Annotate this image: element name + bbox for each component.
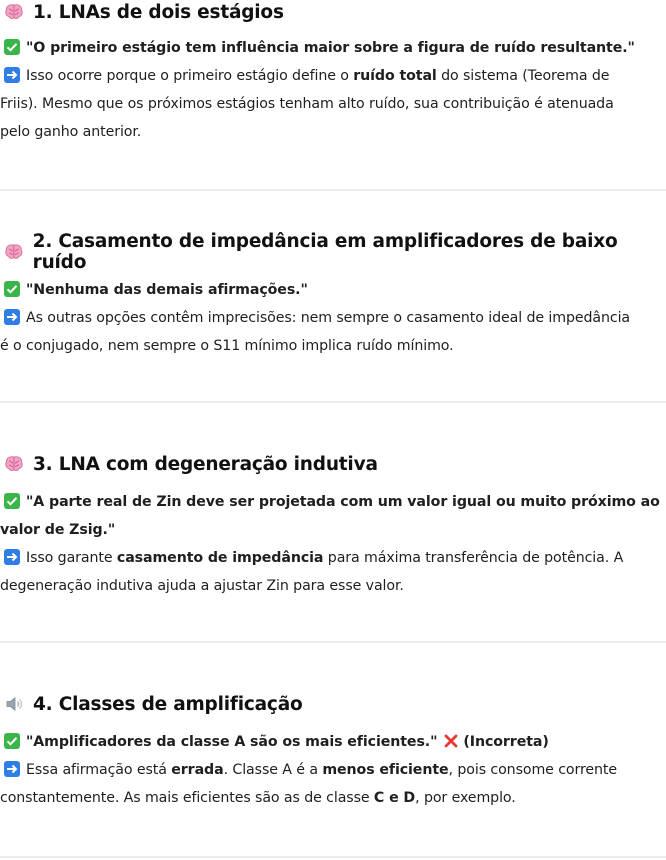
explanation-bold: C e D — [373, 790, 416, 806]
explanation-line: pelo ganho anterior. — [0, 124, 142, 140]
section-2 — [0, 231, 666, 354]
section-divider — [0, 189, 666, 191]
check-icon — [4, 733, 20, 749]
brain-icon — [4, 454, 24, 474]
section-1-title — [0, 0, 666, 24]
explanation-bold: menos eficiente — [322, 762, 449, 778]
answer-line — [0, 34, 635, 62]
check-icon — [4, 493, 20, 509]
explanation-bold: casamento de impedância — [116, 550, 324, 566]
cross-icon — [443, 733, 459, 749]
explanation-line — [0, 304, 630, 332]
arrow-right-icon — [4, 549, 20, 565]
answer-text: valor de Zsig." — [0, 522, 116, 538]
answer-line — [0, 728, 617, 756]
explanation-line — [0, 544, 660, 572]
brain-icon — [4, 2, 24, 22]
explanation-text: . Classe A é a — [223, 762, 323, 778]
explanation-line — [0, 756, 617, 784]
answer-text: "Nenhuma das demais afirmações." — [26, 282, 308, 298]
brain-icon — [4, 242, 24, 262]
answer-text: "A parte real de Zin deve ser projetada com um valor igual ou muito próximo ao — [26, 494, 660, 510]
section-4-title — [0, 692, 666, 716]
explanation-text: do sistema (Teorema de — [436, 68, 610, 84]
arrow-right-icon — [4, 67, 20, 83]
section-divider — [0, 401, 666, 403]
arrow-right-icon — [4, 309, 20, 325]
explanation-text: , pois consome corrente — [448, 762, 617, 778]
explanation-line — [0, 62, 635, 90]
check-icon — [4, 281, 20, 297]
explanation-text: para máxima transferência de potência. A — [323, 550, 624, 566]
explanation-text: Isso garante — [26, 550, 117, 566]
explanation-text: constantemente. As mais eficientes são as de classe — [0, 790, 374, 806]
explanation-line: Friis). Mesmo que os próximos estágios tenham alto ruído, sua contribuição é atenuada — [0, 96, 614, 112]
explanation-text: Essa afirmação está — [26, 762, 172, 778]
explanation-line: é o conjugado, nem sempre o S11 mínimo implica ruído mínimo. — [0, 338, 454, 354]
section-title-text: 3. LNA com degeneração indutiva — [33, 453, 378, 475]
explanation-line: degeneração indutiva ajuda a ajustar Zin para esse valor. — [0, 578, 404, 594]
answer-line — [0, 276, 630, 304]
section-divider — [0, 641, 666, 643]
section-title-text: 4. Classes de amplificação — [33, 693, 303, 715]
arrow-right-icon — [4, 761, 20, 777]
section-divider — [0, 856, 666, 858]
explanation-bold: errada — [171, 762, 224, 778]
answer-text: "Amplificadores da classe A são os mais eficientes." — [26, 734, 438, 750]
section-4 — [0, 692, 666, 806]
answer-line — [0, 516, 660, 544]
section-1 — [0, 0, 666, 140]
section-3-title — [0, 452, 666, 476]
check-icon — [4, 39, 20, 55]
section-3 — [0, 452, 666, 594]
section-title-text: 2. Casamento de impedância em amplificadores de baixo ruído — [32, 231, 618, 273]
section-title-text: 1. LNAs de dois estágios — [33, 1, 284, 23]
explanation-bold: ruído total — [353, 68, 437, 84]
explanation-line — [0, 784, 617, 812]
answer-line — [0, 488, 660, 516]
speaker-icon — [4, 694, 24, 714]
section-2-title — [0, 231, 666, 273]
verdict-text: (Incorreta) — [463, 734, 549, 750]
explanation-text: As outras opções contêm imprecisões: nem sempre o casamento ideal de impedância — [26, 310, 631, 326]
explanation-text: , por exemplo. — [415, 790, 516, 806]
explanation-text: Isso ocorre porque o primeiro estágio define o — [26, 68, 354, 84]
answer-text: "O primeiro estágio tem influência maior sobre a figura de ruído resultante." — [26, 40, 635, 56]
